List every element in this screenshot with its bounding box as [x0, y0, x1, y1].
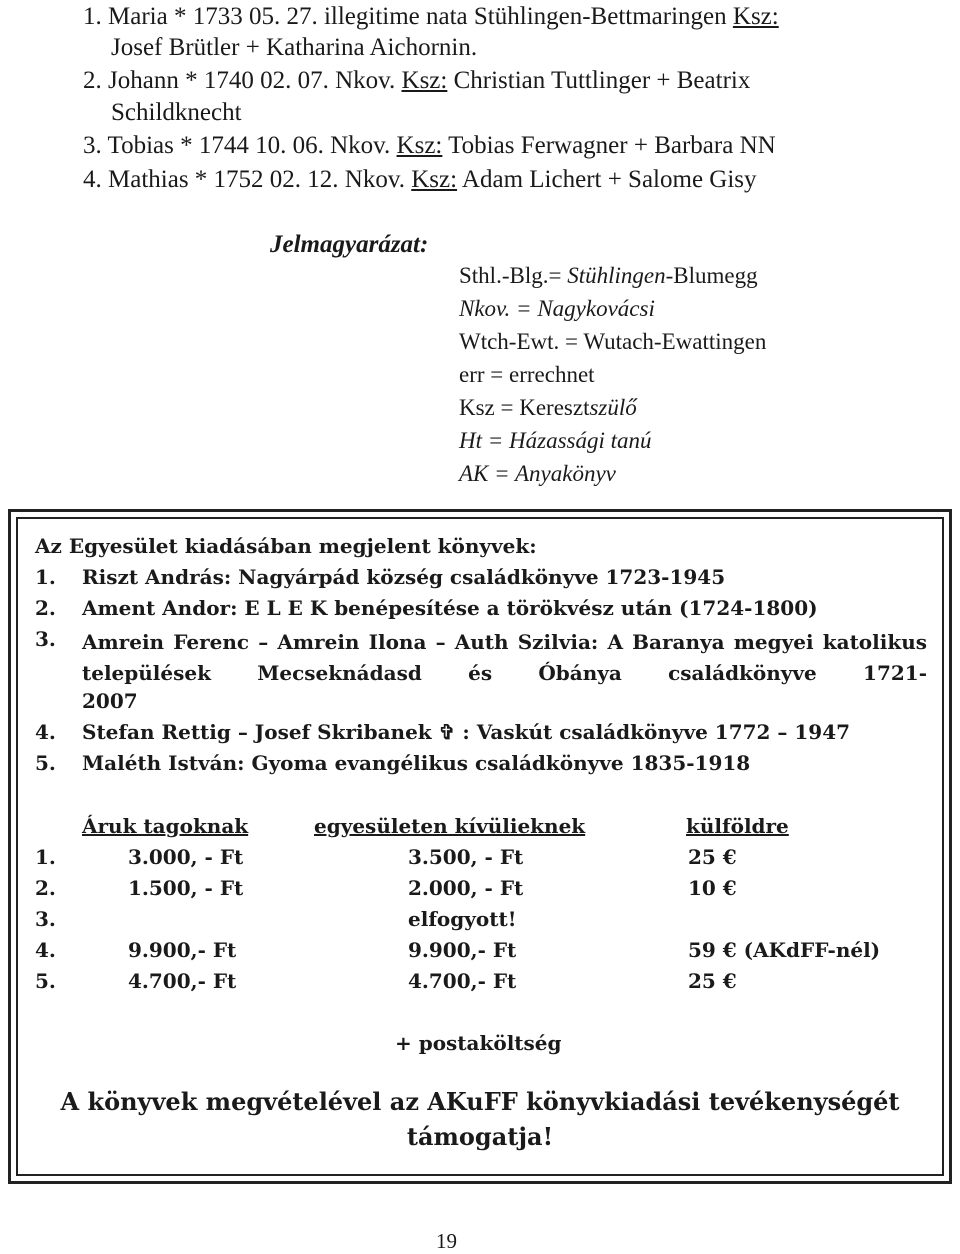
entry-text: Adam Lichert + Salome Gisy [457, 166, 757, 193]
book-5-text: Maléth István: Gyoma evangélikus családkönyve 1835-1918 [82, 751, 751, 775]
entry-2-line1 [83, 64, 750, 97]
legend-expansion: Stühlingen [567, 263, 666, 288]
legend-row-sthl [459, 263, 758, 289]
legend-eq: = [548, 263, 568, 288]
price-header-abroad: külföldre [686, 814, 789, 838]
price-row-4-outside: 9.900,- Ft [408, 938, 517, 962]
legend-abbrev: Ksz = Kereszt [459, 395, 590, 420]
entry-3-line1 [83, 129, 776, 162]
legend-row-ht: Ht = Házassági tanú [459, 428, 652, 453]
book-1-num: 1. [35, 565, 56, 589]
price-row-5-abroad: 25 € [688, 969, 737, 993]
price-row-3-num: 3. [35, 907, 56, 931]
price-row-5-num: 5. [35, 969, 56, 993]
entry-text: Christian Tuttlinger + Beatrix [447, 67, 751, 94]
page-number: 19 [436, 1229, 457, 1253]
book-3-text-cont: 2007 [82, 689, 138, 713]
book-1-text: Riszt András: Nagyárpád község családkönyve 1723-1945 [82, 565, 726, 589]
price-row-2-outside: 2.000, - Ft [408, 876, 524, 900]
legend-row-err: err = errechnet [459, 362, 595, 387]
entry-1-line2: Josef Brütler + Katharina Aichornin. [111, 34, 478, 61]
ksz-abbrev: Ksz: [411, 166, 458, 193]
legend-row-nkov: Nkov. = Nagykovácsi [459, 296, 655, 321]
entry-text: 3. Tobias * 1744 10. 06. Nkov. [83, 132, 397, 159]
book-3-text: Amrein Ferenc – Amrein Ilona – Auth Szilvia: A Baranya megyei katolikus települések Mecseknádasd és Óbánya családkönyve 1721- [82, 630, 927, 685]
legend-expansion-suffix: -Blumegg [665, 263, 758, 288]
price-row-5-outside: 4.700,- Ft [408, 969, 517, 993]
entry-1-line1 [83, 0, 779, 33]
legend-expansion: szülő [589, 395, 637, 420]
entry-text: Tobias Ferwagner + Barbara NN [442, 132, 776, 159]
entry-text: 4. Mathias * 1752 02. 12. Nkov. [83, 166, 412, 193]
price-row-1-members: 3.000, - Ft [128, 845, 244, 869]
book-4-text: Stefan Rettig – Josef Skribanek ✞ : Vaskút családkönyve 1772 – 1947 [82, 720, 851, 744]
price-row-1-outside: 3.500, - Ft [408, 845, 524, 869]
ksz-abbrev: Ksz: [401, 67, 448, 94]
entry-2-line2: Schildknecht [111, 99, 242, 126]
price-row-1-num: 1. [35, 845, 56, 869]
ksz-abbrev: Ksz: [396, 132, 443, 159]
postage-note: + postaköltség [395, 1031, 562, 1055]
price-header-outside: egyesületen kívülieknek [314, 814, 586, 838]
book-4-num: 4. [35, 720, 56, 744]
ksz-abbrev: Ksz: [732, 3, 779, 30]
price-row-4-num: 4. [35, 938, 56, 962]
legend-row-ak: AK = Anyakönyv [459, 461, 616, 486]
price-row-2-members: 1.500, - Ft [128, 876, 244, 900]
price-row-4-abroad: 59 € (AKdFF-nél) [688, 938, 881, 962]
book-2-num: 2. [35, 596, 56, 620]
entry-4-line1 [83, 163, 757, 196]
entry-text: 1. Maria * 1733 05. 27. illegitime nata Stühlingen-Bettmaringen [83, 3, 733, 30]
price-row-4-members: 9.900,- Ft [128, 938, 237, 962]
price-row-3-outside: elfogyott! [408, 907, 517, 931]
book-5-num: 5. [35, 751, 56, 775]
entry-text: 2. Johann * 1740 02. 07. Nkov. [83, 67, 402, 94]
price-header-members: Áruk tagoknak [82, 814, 249, 838]
books-heading: Az Egyesület kiadásában megjelent könyvek: [35, 534, 537, 558]
closing-line-2: támogatja! [406, 1122, 554, 1151]
price-row-2-num: 2. [35, 876, 56, 900]
legend-row-ksz [459, 395, 637, 421]
price-row-2-abroad: 10 € [688, 876, 737, 900]
price-row-1-abroad: 25 € [688, 845, 737, 869]
book-3-num: 3. [35, 627, 56, 651]
legend-row-wtch: Wtch-Ewt. = Wutach-Ewattingen [459, 329, 767, 354]
closing-line-1: A könyvek megvételével az AKuFF könyvkiadási tevékenységét [60, 1087, 900, 1116]
legend-title: Jelmagyarázat: [270, 231, 429, 258]
price-row-5-members: 4.700,- Ft [128, 969, 237, 993]
legend-abbrev: Sthl.-Blg. [459, 263, 549, 288]
book-2-text: Ament Andor: E L E K benépesítése a törökvész után (1724-1800) [82, 596, 818, 620]
